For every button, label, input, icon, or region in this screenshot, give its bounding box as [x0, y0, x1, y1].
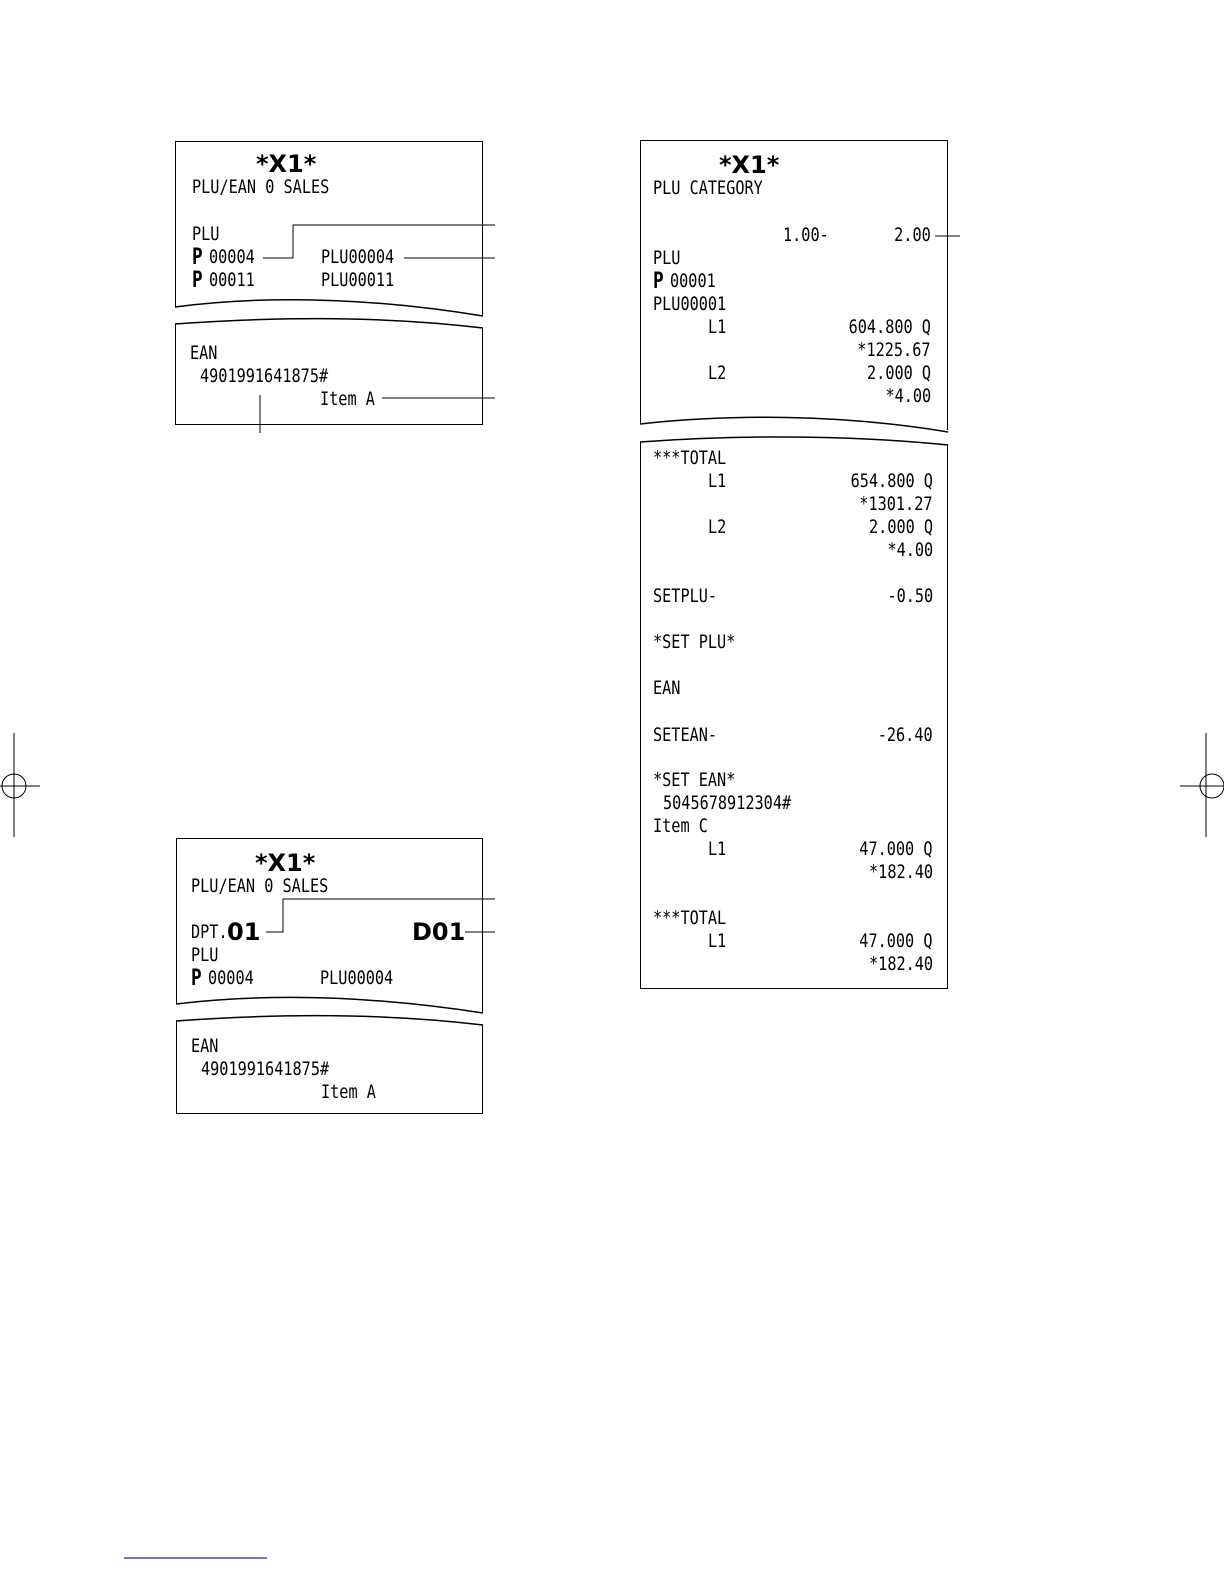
receipt-c-setplu-label: SETPLU- [653, 585, 718, 607]
crop-mark-right [1180, 733, 1224, 837]
receipt-b-callout-dept [266, 899, 495, 932]
receipt-c-l2-qty: 2.000 Q [866, 362, 931, 384]
receipt-b-row-prefix: P [191, 966, 202, 991]
receipt-c-total-l1-amount: *1301.27 [859, 493, 933, 515]
receipt-c-range-from: 1.00- [783, 224, 829, 246]
receipt-a-row2-name: PLU00011 [321, 269, 395, 291]
receipt-a-row1-name: PLU00004 [321, 246, 395, 268]
receipt-b-header: PLU/EAN 0 SALES [191, 875, 329, 897]
receipt-c-total-l2-label: L2 [708, 516, 727, 538]
callout-lines [260, 225, 960, 932]
receipt-a-ean-item: Item A [320, 388, 375, 410]
receipt-a-row2-prefix: P [192, 268, 203, 293]
receipt-c-total2-l1-amount: *182.40 [868, 953, 933, 975]
receipt-c-l1-qty: 604.800 Q [848, 316, 931, 338]
receipt-c-plu-prefix: P [653, 269, 664, 294]
receipt-c-total-l1-qty: 654.800 Q [850, 470, 933, 492]
receipt-a-ean-code: 4901991641875# [200, 365, 329, 387]
crop-marks [0, 733, 1224, 837]
receipt-c-setean-amount: -26.40 [878, 724, 933, 746]
receipt-c-item-l1-amount: *182.40 [868, 861, 933, 883]
receipt-c-l1-label: L1 [708, 316, 727, 338]
receipt-c-total-l2-qty: 2.000 Q [868, 516, 933, 538]
receipt-a-callout-code [263, 225, 495, 258]
receipt-c-total2-l1-label: L1 [708, 930, 727, 952]
receipt-c-l1-amount: *1225.67 [857, 339, 931, 361]
receipt-b-plu-label: PLU [191, 944, 219, 966]
receipt-b-ean-code: 4901991641875# [201, 1058, 330, 1080]
receipt-c-total-l2-amount: *4.00 [887, 539, 933, 561]
receipt-c-setean-label: SETEAN- [653, 724, 718, 746]
receipt-c-l2-amount: *4.00 [885, 385, 931, 407]
receipt-b-row-code: 00004 [208, 967, 254, 989]
receipt-a-title: *X1* [256, 150, 317, 178]
receipt-b-dept-number: 01 [227, 918, 261, 946]
receipt-c-l2-label: L2 [708, 362, 727, 384]
receipt-a-row1-prefix: P [192, 245, 203, 270]
receipt-a-row1-code: 00004 [209, 246, 255, 268]
receipt-c-plu-code: 00001 [670, 270, 716, 292]
receipt-a-header: PLU/EAN 0 SALES [192, 176, 330, 198]
receipt-b-ean-item: Item A [321, 1081, 376, 1103]
receipt-b-dept-label: DPT. [191, 921, 228, 943]
receipt-c-item-name: Item C [653, 815, 708, 837]
receipt-b-row-name: PLU00004 [320, 967, 394, 989]
tear-edges [175, 300, 948, 1025]
receipt-b-dept-code: D01 [412, 918, 466, 946]
receipt-c-set-ean-code: 5045678912304# [663, 792, 792, 814]
receipt-c-item-l1-label: L1 [708, 838, 727, 860]
receipt-c-total-l1-label: L1 [708, 470, 727, 492]
receipt-c-total2-l1-qty: 47.000 Q [859, 930, 933, 952]
receipt-b-title: *X1* [255, 849, 316, 877]
receipt-b-ean-label: EAN [191, 1035, 219, 1057]
receipt-c-total2-label: ***TOTAL [653, 907, 727, 929]
receipt-c-set-ean-label: *SET EAN* [653, 769, 736, 791]
receipt-c-title: *X1* [719, 151, 780, 179]
receipt-c-range-to: 2.00 [894, 224, 931, 246]
receipt-a-row2-code: 00011 [209, 269, 255, 291]
receipt-c-item-l1-qty: 47.000 Q [859, 838, 933, 860]
tear-gap-fills [175, 300, 948, 1025]
crop-mark-left [0, 733, 40, 837]
receipt-c-set-plu-label: *SET PLU* [653, 631, 736, 653]
receipt-a-plu-label: PLU [192, 223, 220, 245]
receipt-a-ean-label: EAN [190, 342, 218, 364]
receipt-c-plu-name: PLU00001 [653, 293, 727, 315]
receipt-c-ean-label: EAN [653, 677, 681, 699]
receipt-c-header: PLU CATEGORY [653, 177, 763, 199]
receipt-c-total-label: ***TOTAL [653, 447, 727, 469]
receipt-c-plu-label: PLU [653, 247, 681, 269]
receipt-c-setplu-amount: -0.50 [887, 585, 933, 607]
